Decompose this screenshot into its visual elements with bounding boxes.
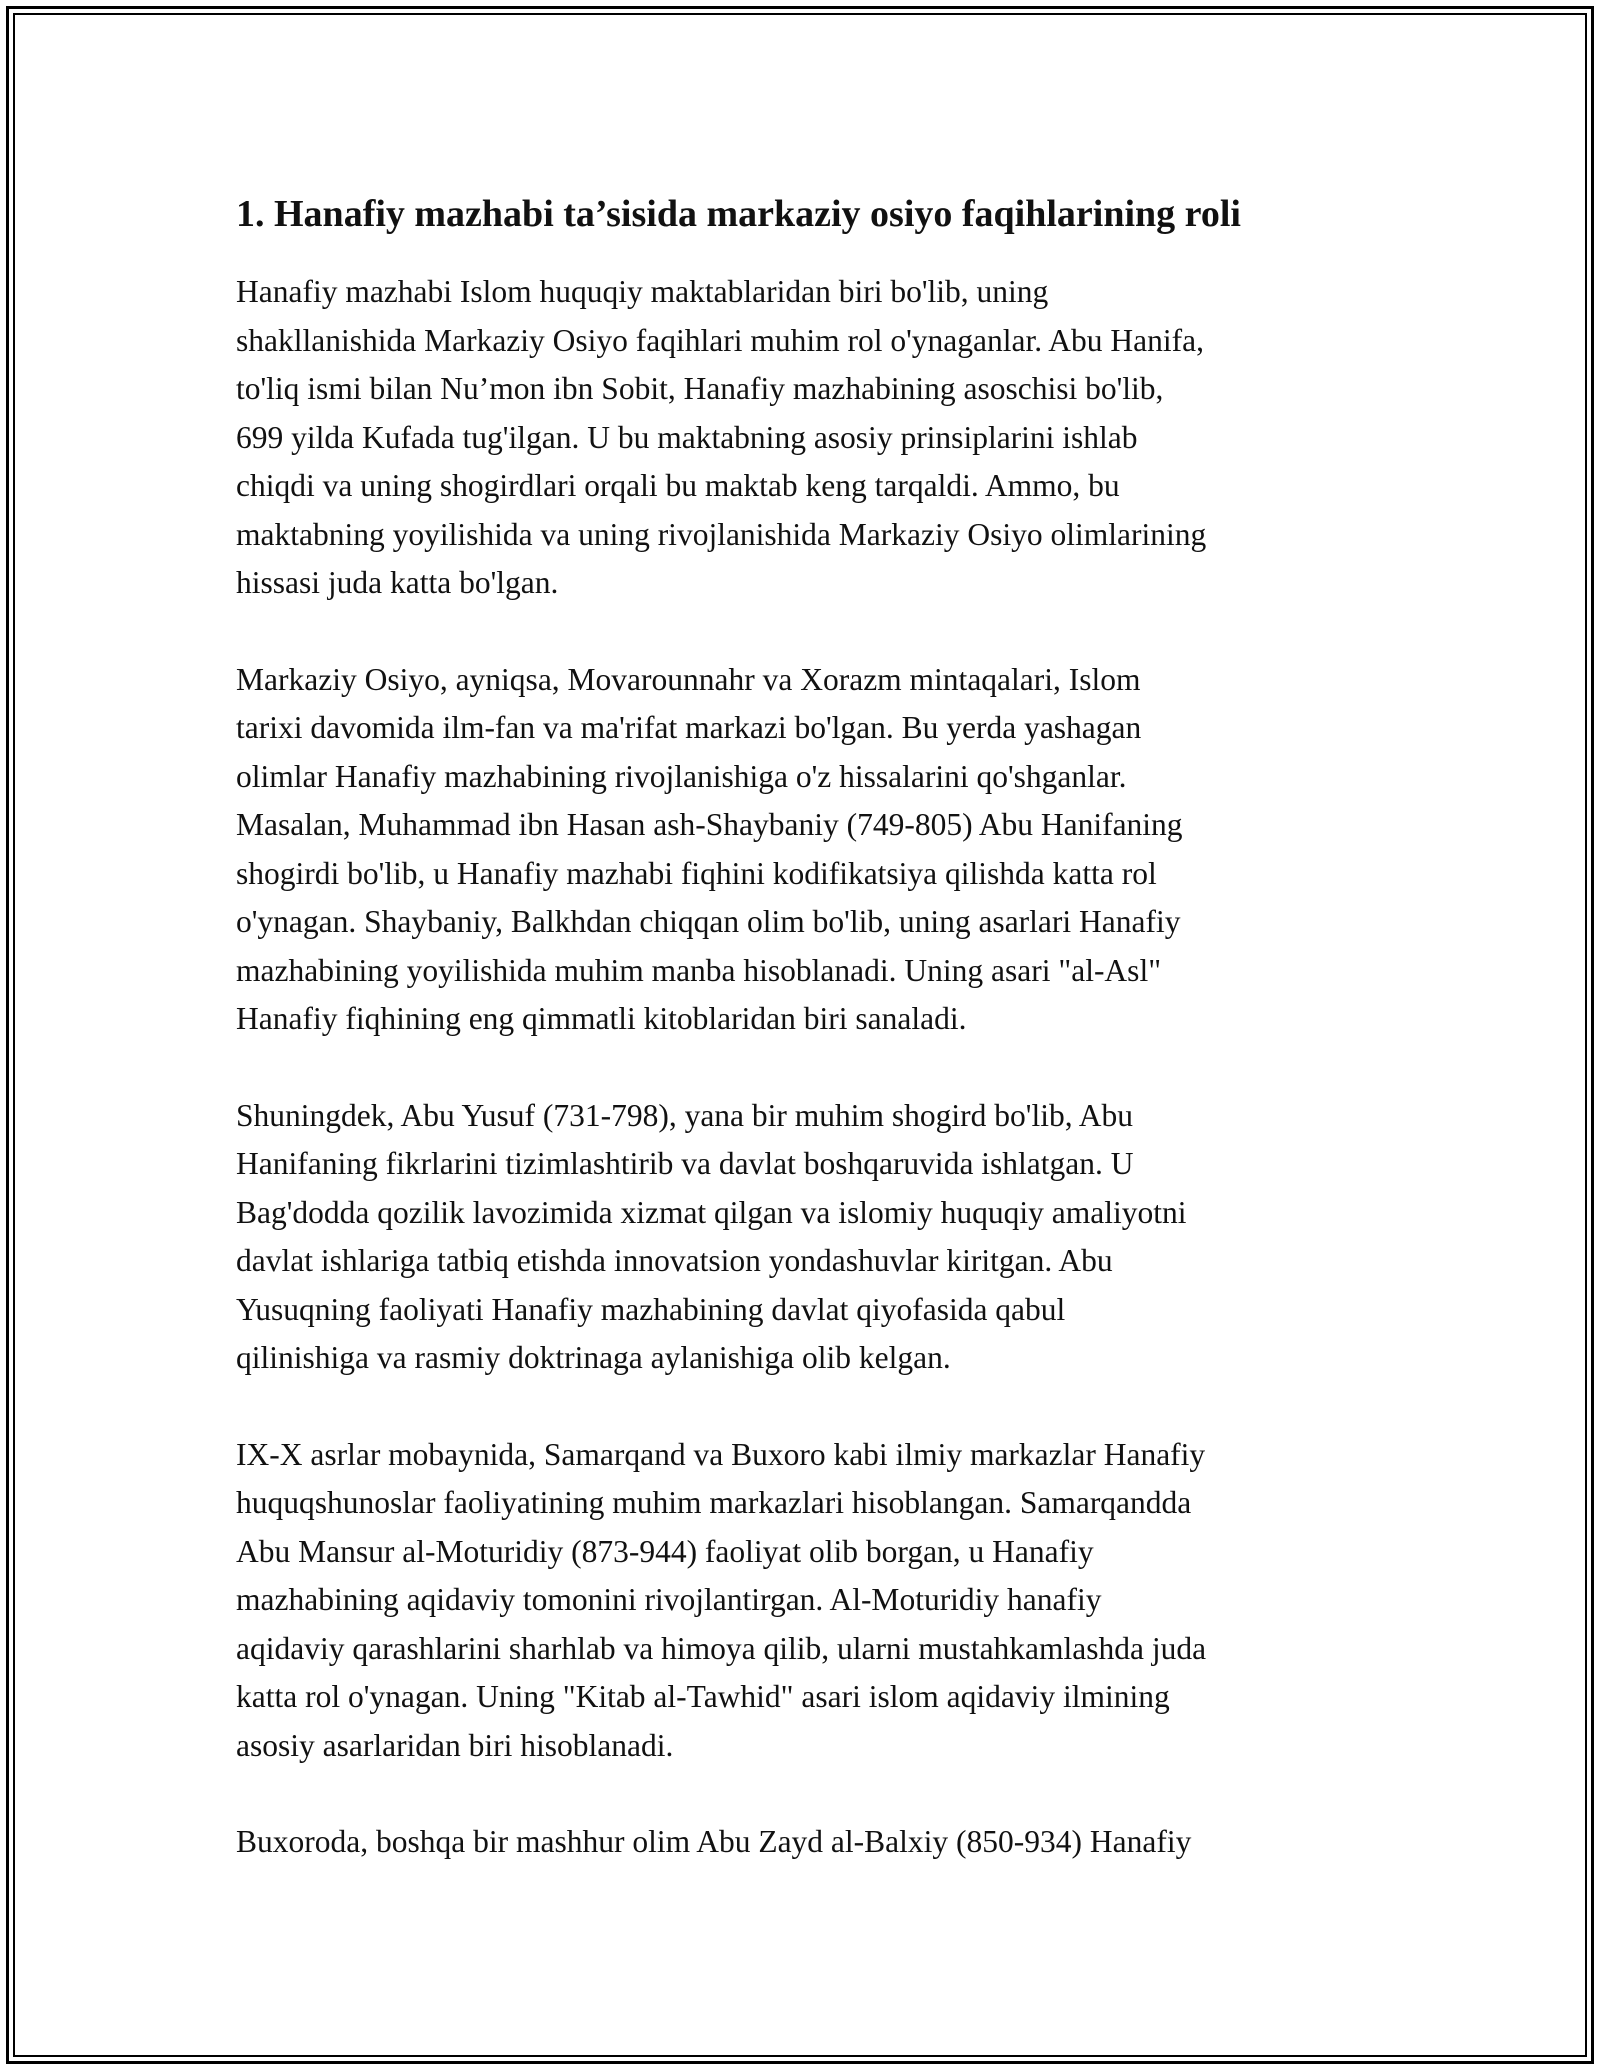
paragraph-4: IX-X asrlar mobaynida, Samarqand va Buxoro kabi ilmiy markazlar Hanafiy huquqshunoslar faoliyatining muhim markazlari hisoblangan. Samarqandda Abu Mansur al-Moturidiy (873-944) faoliyat olib borgan, u Hanafiy mazhabining aqidaviy tomonini rivojlantirgan. Al-Moturidiy hanafiy aqidaviy qarashlarini sharhlab va himoya qilib, ularni mustahkamlashda juda katta rol o'ynagan. Uning "Kitab al-Tawhid" asari islom aqidaviy ilmining asosiy asarlaridan biri hisoblanadi. [236, 1436, 1207, 1763]
paragraph-1: Hanafiy mazhabi Islom huquqiy maktablaridan biri bo'lib, uning shakllanishida Markaziy Osiyo faqihlari muhim rol o'ynaganlar. Abu Hanifa, to'liq ismi bilan Nu’mon ibn Sobit, Hanafiy mazhabining asoschisi bo'lib, 699 yilda Kufada tug'ilgan. U bu maktabning asosiy prinsiplarini ishlab chiqdi va uning shogirdlari orqali bu maktab keng tarqaldi. Ammo, bu maktabning yoyilishida va uning rivojlanishida Markaziy Osiyo olimlarining hissasi juda katta bo'lgan. [236, 274, 1207, 600]
paragraph-3: Shuningdek, Abu Yusuf (731-798), yana bir muhim shogird bo'lib, Abu Hanifaning fikrlarini tizimlashtirib va davlat boshqaruvida ishlatgan. U Bag'dodda qozilik lavozimida xizmat qilgan va islomiy huquqiy amaliyotni davlat ishlariga tatbiq etishda innovatsion yondashuvlar kiritgan. Abu Yusuqning faoliyati Hanafiy mazhabining davlat qiyofasida qabul qilinishiga va rasmiy doktrinaga aylanishiga olib kelgan. [236, 1097, 1187, 1375]
document-body [236, 190, 1386, 1915]
paragraph-2: Markaziy Osiyo, ayniqsa, Movarounnahr va Xorazm mintaqalari, Islom tarixi davomida ilm-fan va ma'rifat markazi bo'lgan. Bu yerda yashagan olimlar Hanafiy mazhabining rivojlanishiga o'z hissalarini qo'shganlar. Masalan, Muhammad ibn Hasan ash-Shaybaniy (749-805) Abu Hanifaning shogirdi bo'lib, u Hanafiy mazhabi fiqhini kodifikatsiya qilishda katta rol o'ynagan. Shaybaniy, Balkhdan chiqqan olim bo'lib, uning asarlari Hanafiy mazhabining yoyilishida muhim manba hisoblanadi. Uning asari "al-Asl" Hanafiy fiqhining eng qimmatli kitoblaridan biri sanaladi. [236, 661, 1183, 1036]
section-heading: 1. Hanafiy mazhabi ta’sisida markaziy osiyo faqihlarining roli [236, 193, 1241, 235]
paragraph-5: Buxoroda, boshqa bir mashhur olim Abu Zayd al-Balxiy (850-934) Hanafiy [236, 1824, 1192, 1859]
